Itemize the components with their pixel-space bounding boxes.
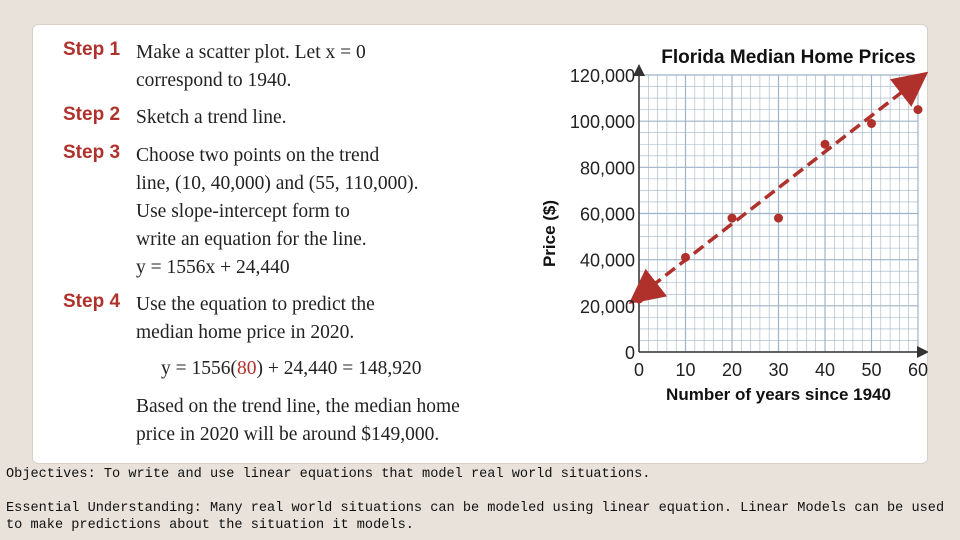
step-text	[136, 291, 536, 347]
slide-card	[32, 24, 928, 464]
step-label: Step 2	[63, 104, 121, 125]
objectives-text: Objectives: To write and use linear equations that model real world situations.	[6, 467, 651, 482]
x-tick-label: 20	[721, 360, 743, 380]
data-point	[821, 140, 830, 149]
equation-prefix: y = 1556(	[161, 358, 237, 379]
y-tick-label: 120,000	[569, 66, 635, 86]
step-text	[136, 142, 536, 282]
step-line: Use slope-intercept form to	[136, 201, 350, 222]
x-tick-label: 50	[861, 360, 882, 380]
conclusion	[136, 393, 556, 449]
caption	[6, 466, 954, 534]
step-line: Choose two points on the trend	[136, 145, 380, 166]
step-label: Step 1	[63, 39, 121, 60]
step-text	[136, 39, 536, 95]
step-line: Make a scatter plot. Let x = 0	[136, 42, 366, 63]
data-point	[867, 119, 876, 128]
y-tick-label: 40,000	[579, 250, 635, 271]
step-line: line, (10, 40,000) and (55, 110,000).	[136, 173, 419, 194]
x-axis-label: Number of years since 1940	[666, 385, 891, 404]
x-tick-label: 40	[814, 360, 836, 380]
step-line: median home price in 2020.	[136, 322, 355, 343]
data-point	[681, 253, 690, 262]
y-tick-label: 100,000	[569, 112, 635, 133]
data-point	[914, 105, 923, 114]
step-line: Use the equation to predict the	[136, 294, 375, 315]
step-label: Step 4	[63, 291, 121, 312]
x-tick-label: 0	[633, 360, 645, 380]
step-line: Sketch a trend line.	[136, 107, 287, 128]
y-tick-label: 60,000	[579, 204, 635, 225]
scatter-chart	[498, 33, 928, 413]
step-line: correspond to 1940.	[136, 70, 292, 91]
step-label: Step 3	[63, 142, 121, 163]
step-equation: y = 1556x + 24,440	[136, 257, 290, 278]
y-axis-label: Price ($)	[540, 199, 559, 268]
equation-suffix: ) + 24,440 = 148,920	[256, 358, 422, 379]
essential-understanding-text: Essential Understanding: Many real world situations can be modeled using linear equation. Linear Models can be used to make predictions about the situation it models.	[6, 501, 945, 533]
conclusion-line: Based on the trend line, the median home	[136, 396, 460, 417]
equation-highlight: 80	[237, 358, 257, 379]
chart-title: Florida Median Home Prices	[661, 47, 916, 68]
x-tick-label: 30	[768, 360, 789, 380]
step-text	[136, 104, 536, 132]
x-tick-label: 10	[675, 360, 696, 380]
data-point	[728, 214, 737, 223]
data-point	[635, 294, 644, 303]
data-point	[774, 214, 783, 223]
conclusion-line: price in 2020 will be around $149,000.	[136, 424, 440, 445]
y-tick-label: 20,000	[579, 296, 635, 317]
y-tick-label: 0	[624, 343, 635, 363]
y-tick-label: 80,000	[579, 158, 635, 179]
step-line: write an equation for the line.	[136, 229, 367, 250]
x-tick-label: 60	[907, 360, 928, 380]
